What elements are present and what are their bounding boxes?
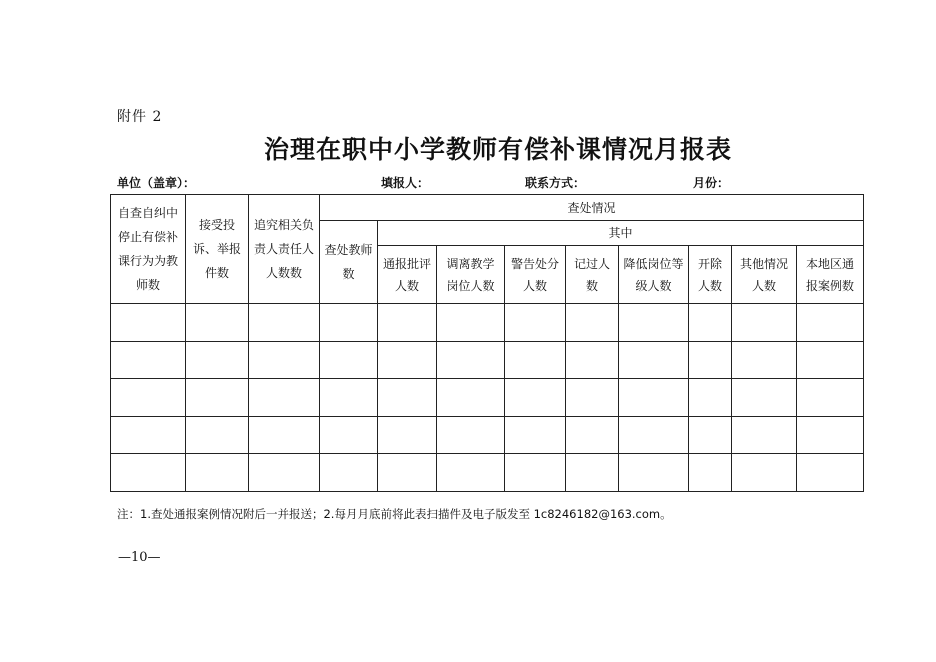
page-number: —10—	[118, 550, 161, 565]
table-cell[interactable]	[111, 304, 186, 342]
table-cell[interactable]	[732, 304, 797, 342]
table-cell[interactable]	[732, 379, 797, 417]
report-table	[110, 194, 864, 492]
table-cell[interactable]	[320, 416, 378, 454]
month-field-label: 月份：	[693, 176, 730, 190]
table-cell[interactable]	[619, 304, 689, 342]
header-sub-column: 通报批评人数	[378, 246, 437, 304]
table-cell[interactable]	[732, 416, 797, 454]
table-cell[interactable]	[732, 454, 797, 492]
header-sub-column: 调离教学岗位人数	[437, 246, 505, 304]
table-cell[interactable]	[378, 454, 437, 492]
table-cell[interactable]	[437, 341, 505, 379]
table-cell[interactable]	[111, 341, 186, 379]
table-cell[interactable]	[320, 379, 378, 417]
table-cell[interactable]	[505, 379, 566, 417]
table-cell[interactable]	[249, 454, 320, 492]
table-cell[interactable]	[689, 416, 732, 454]
table-cell[interactable]	[437, 304, 505, 342]
attachment-label: 附件 2	[117, 109, 163, 125]
header-sub-column: 本地区通报案例数	[797, 246, 864, 304]
table-cell[interactable]	[689, 341, 732, 379]
table-cell[interactable]	[689, 304, 732, 342]
table-cell[interactable]	[619, 416, 689, 454]
header-sub-column: 开除人数	[689, 246, 732, 304]
page-title: 治理在职中小学教师有偿补课情况月报表	[263, 135, 732, 164]
table-cell[interactable]	[249, 341, 320, 379]
table-cell[interactable]	[320, 341, 378, 379]
table-cell[interactable]	[111, 454, 186, 492]
header-row-1	[111, 195, 864, 221]
table-cell[interactable]	[566, 341, 619, 379]
footnote: 注：1.查处通报案例情况附后一并报送；2.每月月底前将此表扫描件及电子版发至 1c8246182@163.com。	[117, 507, 672, 521]
table-row	[111, 341, 864, 379]
header-among-group: 其中	[378, 221, 864, 246]
table-cell[interactable]	[797, 416, 864, 454]
table-cell[interactable]	[378, 341, 437, 379]
data-rows	[111, 304, 864, 492]
table-cell[interactable]	[566, 304, 619, 342]
table-cell[interactable]	[186, 379, 249, 417]
header-sub-column: 记过人数	[566, 246, 619, 304]
table-cell[interactable]	[249, 304, 320, 342]
table-cell[interactable]	[797, 341, 864, 379]
table-cell[interactable]	[566, 454, 619, 492]
table-cell[interactable]	[186, 341, 249, 379]
table-cell[interactable]	[689, 379, 732, 417]
table-cell[interactable]	[505, 454, 566, 492]
header-sub-column: 警告处分人数	[505, 246, 566, 304]
table-cell[interactable]	[111, 379, 186, 417]
table-cell[interactable]	[797, 304, 864, 342]
table-cell[interactable]	[505, 416, 566, 454]
header-self-check: 自查自纠中停止有偿补课行为为教师数	[111, 195, 186, 304]
table-cell[interactable]	[437, 454, 505, 492]
contact-field-label: 联系方式：	[525, 176, 586, 190]
filler-field-label: 填报人：	[381, 176, 430, 190]
table-cell[interactable]	[732, 341, 797, 379]
table-row	[111, 304, 864, 342]
table-cell[interactable]	[249, 416, 320, 454]
header-investigated: 查处教师数	[320, 221, 378, 304]
table-cell[interactable]	[619, 379, 689, 417]
table-cell[interactable]	[186, 454, 249, 492]
table-row	[111, 379, 864, 417]
table-cell[interactable]	[797, 379, 864, 417]
header-sub-column: 降低岗位等级人数	[619, 246, 689, 304]
table-cell[interactable]	[619, 454, 689, 492]
table-cell[interactable]	[797, 454, 864, 492]
header-accountability: 追究相关负责人责任人人数数	[249, 195, 320, 304]
header-sub-column: 其他情况人数	[732, 246, 797, 304]
table-cell[interactable]	[566, 416, 619, 454]
table-cell[interactable]	[320, 454, 378, 492]
table-cell[interactable]	[505, 304, 566, 342]
unit-field-label: 单位（盖章）：	[117, 176, 196, 190]
table-cell[interactable]	[186, 416, 249, 454]
table-cell[interactable]	[437, 379, 505, 417]
table-cell[interactable]	[111, 416, 186, 454]
header-investigation-group: 查处情况	[320, 195, 864, 221]
table-cell[interactable]	[437, 416, 505, 454]
table-cell[interactable]	[619, 341, 689, 379]
table-cell[interactable]	[689, 454, 732, 492]
header-complaints: 接受投诉、举报件数	[186, 195, 249, 304]
table-cell[interactable]	[505, 341, 566, 379]
table-cell[interactable]	[378, 304, 437, 342]
table-cell[interactable]	[566, 379, 619, 417]
table-row	[111, 416, 864, 454]
table-cell[interactable]	[249, 379, 320, 417]
table-cell[interactable]	[378, 379, 437, 417]
table-row	[111, 454, 864, 492]
table-cell[interactable]	[320, 304, 378, 342]
table-cell[interactable]	[186, 304, 249, 342]
table-cell[interactable]	[378, 416, 437, 454]
